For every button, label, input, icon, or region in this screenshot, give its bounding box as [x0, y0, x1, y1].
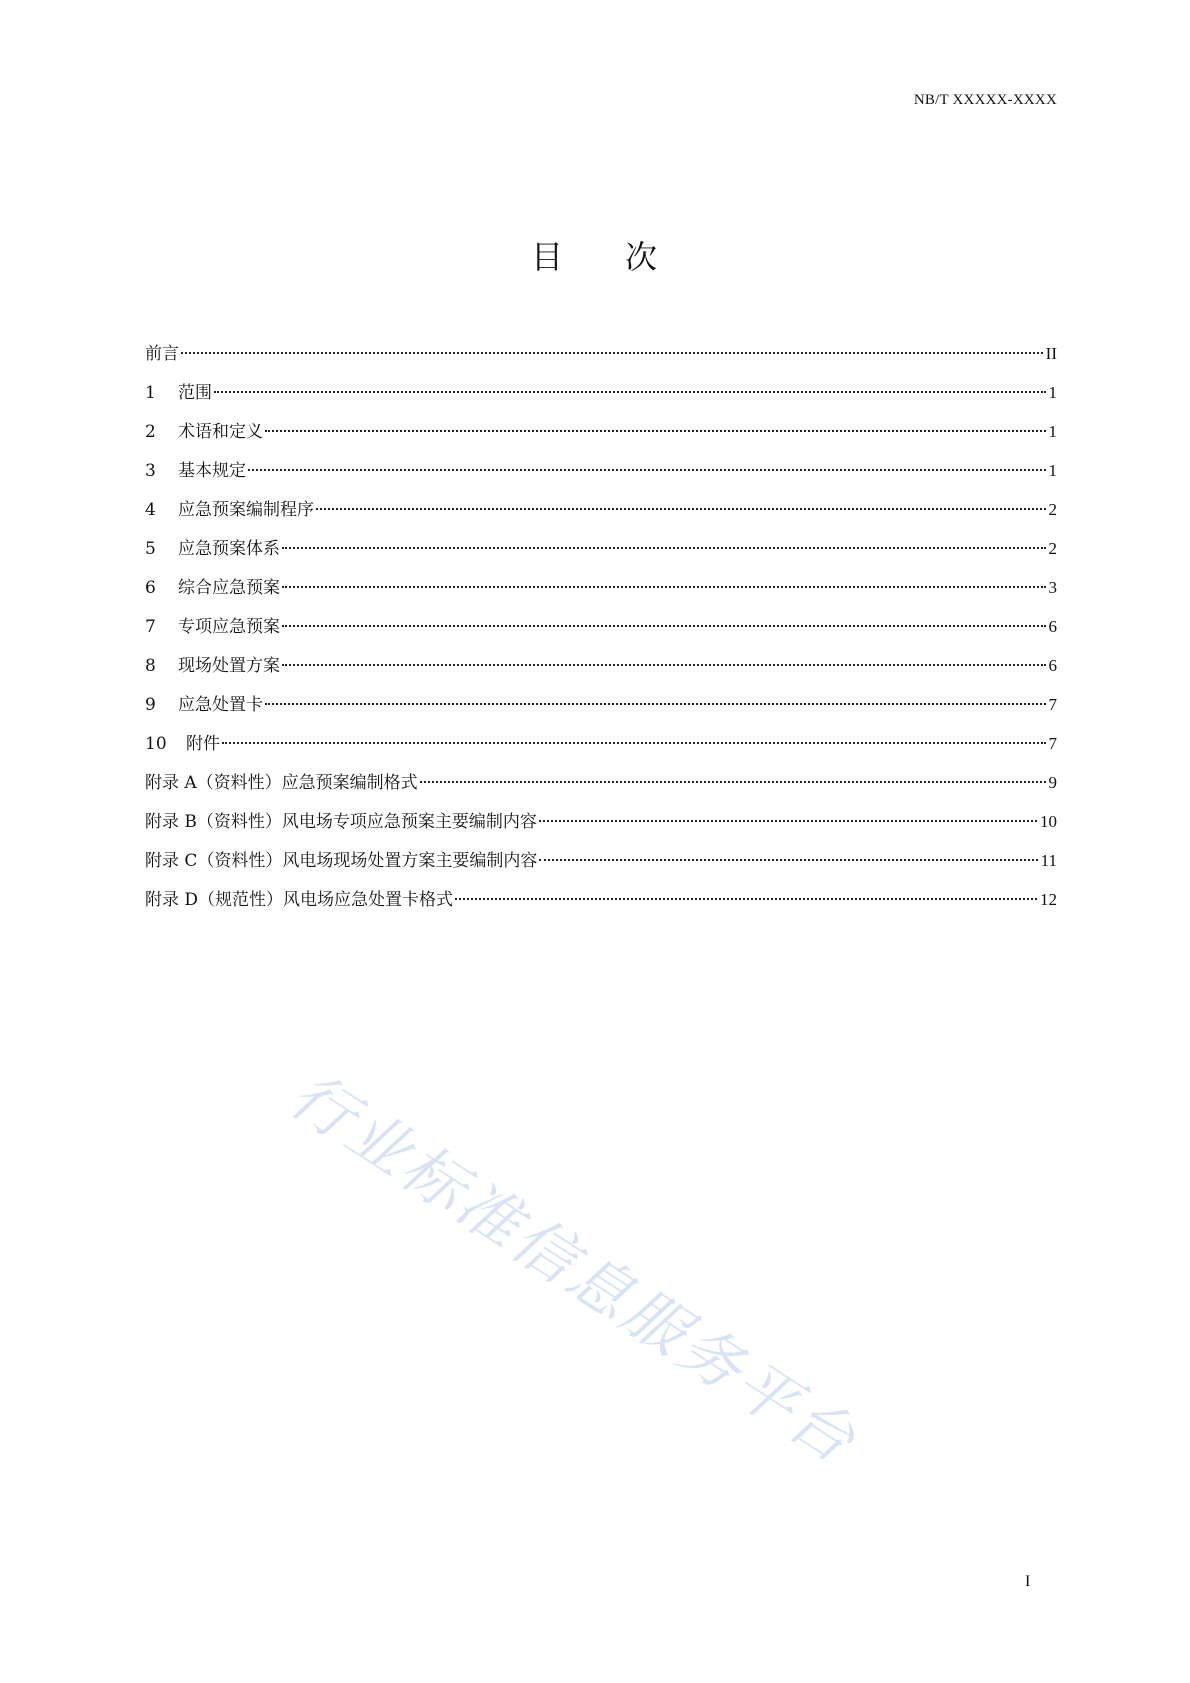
toc-entry-1[interactable]: [145, 383, 1057, 422]
toc-entry-label: 应急预案编制程序: [178, 500, 314, 520]
toc-entry-page: 2: [1048, 539, 1057, 558]
toc-leader-dots: [282, 586, 1046, 588]
toc-entry-number: 6: [145, 578, 156, 598]
toc-entry-label: 综合应急预案: [178, 578, 280, 598]
toc-leader-dots: [181, 352, 1043, 354]
toc-entry-label: 术语和定义: [178, 422, 263, 442]
toc-entry-foreword[interactable]: [145, 344, 1057, 383]
toc-entry-page: 3: [1048, 578, 1057, 597]
toc-entry-label: 应急处置卡: [178, 695, 263, 715]
toc-entry-page: 1: [1048, 383, 1057, 402]
toc-entry-number: 4: [145, 500, 156, 520]
toc-entry-page: 7: [1048, 734, 1057, 753]
toc-entry-page: 12: [1040, 890, 1057, 909]
toc-leader-dots: [265, 703, 1046, 705]
toc-entry-page: 9: [1048, 773, 1057, 792]
toc-leader-dots: [316, 508, 1046, 510]
toc-entry-10[interactable]: [145, 734, 1057, 773]
toc-entry-page: 11: [1040, 851, 1057, 870]
page-number: I: [1025, 1573, 1031, 1590]
toc-entry-label: 专项应急预案: [178, 617, 280, 637]
table-of-contents: [145, 344, 1057, 929]
toc-entry-number: 10: [145, 734, 167, 754]
toc-entry-label: 基本规定: [178, 461, 246, 481]
toc-entry-number: 5: [145, 539, 156, 559]
toc-entry-4[interactable]: [145, 500, 1057, 539]
toc-entry-page: 1: [1048, 422, 1057, 441]
toc-entry-label: 应急预案体系: [178, 539, 280, 559]
toc-entry-7[interactable]: [145, 617, 1057, 656]
toc-entry-2[interactable]: [145, 422, 1057, 461]
toc-leader-dots: [420, 781, 1046, 783]
toc-leader-dots: [455, 898, 1037, 900]
toc-entry-page: 7: [1048, 695, 1057, 714]
toc-entry-label: 附录 B（资料性）风电场专项应急预案主要编制内容: [145, 812, 537, 832]
toc-entry-number: 8: [145, 656, 156, 676]
toc-entry-label: 附录 A（资料性）应急预案编制格式: [145, 773, 418, 793]
toc-leader-dots: [539, 859, 1037, 861]
toc-entry-page: 10: [1040, 812, 1057, 831]
toc-leader-dots: [282, 625, 1046, 627]
toc-entry-page: 6: [1048, 656, 1057, 675]
toc-entry-label: 范围: [178, 383, 212, 403]
toc-title: [0, 232, 1190, 278]
toc-entry-5[interactable]: [145, 539, 1057, 578]
toc-entry-label: 附件: [186, 734, 220, 754]
toc-leader-dots: [265, 430, 1046, 432]
toc-entry-page: 2: [1048, 500, 1057, 519]
toc-entry-label: 附录 C（资料性）风电场现场处置方案主要编制内容: [145, 851, 538, 871]
toc-entry-3[interactable]: [145, 461, 1057, 500]
toc-entry-8[interactable]: [145, 656, 1057, 695]
toc-entry-page: 6: [1048, 617, 1057, 636]
toc-leader-dots: [539, 820, 1037, 822]
toc-entry-page: 1: [1048, 461, 1057, 480]
toc-leader-dots: [248, 469, 1046, 471]
toc-entry-label: 附录 D（规范性）风电场应急处置卡格式: [145, 890, 454, 910]
toc-leader-dots: [282, 664, 1046, 666]
toc-entry-number: 9: [145, 695, 156, 715]
toc-leader-dots: [222, 742, 1046, 744]
toc-entry-page: II: [1045, 344, 1057, 363]
toc-entry-appendix-b[interactable]: [145, 812, 1057, 851]
toc-entry-appendix-d[interactable]: [145, 890, 1057, 929]
toc-title-char: 次: [625, 238, 660, 276]
toc-entry-appendix-a[interactable]: [145, 773, 1057, 812]
toc-title-char: 目: [530, 238, 565, 276]
toc-entry-number: 7: [145, 617, 156, 637]
toc-entry-appendix-c[interactable]: [145, 851, 1057, 890]
toc-entry-label: 前言: [145, 344, 179, 364]
toc-entry-9[interactable]: [145, 695, 1057, 734]
toc-leader-dots: [282, 547, 1046, 549]
toc-entry-label: 现场处置方案: [178, 656, 280, 676]
toc-entry-6[interactable]: [145, 578, 1057, 617]
toc-entry-number: 1: [145, 383, 156, 403]
toc-leader-dots: [214, 391, 1046, 393]
toc-entry-number: 2: [145, 422, 156, 442]
document-code: NB/T XXXXX-XXXX: [913, 92, 1057, 108]
watermark: 行业标准信息服务平台: [277, 1058, 871, 1479]
toc-entry-number: 3: [145, 461, 156, 481]
